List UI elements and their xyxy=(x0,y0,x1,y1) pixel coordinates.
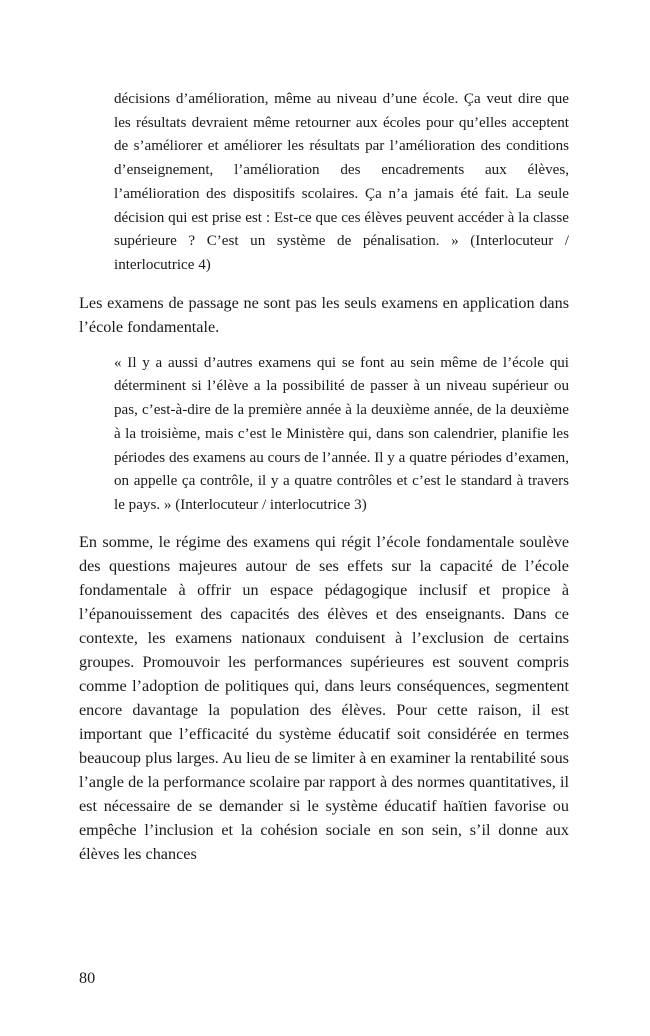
blockquote-interlocutor-3: « Il y a aussi d’autres examens qui se font au sein même de l’école qui déterminent si l’élève a la possibilité de passer à un niveau supérieur ou pas, c’est-à-dire de la première année à la deuxième année, de la deuxième à la troisième, mais c’est le Ministère qui, dans son calendrier, planifie les périodes des examens au cours de l’année. Il y a quatre périodes d’examen, on appelle ça contrôle, il y a quatre contrôles et c’est le standard à travers le pays. » (Interlocuteur / interlocutrice 3) xyxy=(114,354,569,513)
page-number: 80 xyxy=(79,969,96,987)
paragraph-passage-exams: Les examens de passage ne sont pas les seuls examens en application dans l’école fondamentale. xyxy=(79,293,569,336)
blockquote-interlocutor-4: décisions d’amélioration, même au niveau d’une école. Ça veut dire que les résultats devraient même retourner aux écoles pour qu’elles acceptent de s’améliorer et améliorer les résultats par l’amélioration des conditions d’enseignement, l’amélioration des encadrements aux élèves, l’amélioration des dispositifs scolaires. Ça n’a jamais été fait. La seule décision qui est prise est : Est-ce que ces élèves peuvent accéder à la classe supérieure ? C’est un système de pénalisation. » (Interlocuteur / interlocutrice 4) xyxy=(114,91,569,273)
spacer xyxy=(79,518,569,530)
spacer xyxy=(79,278,569,291)
page-text-column xyxy=(79,88,569,866)
spacer xyxy=(79,339,569,352)
paragraph-conclusion: En somme, le régime des examens qui régit l’école fondamentale soulève des questions majeures autour de ses effets sur la capacité de l’école fondamentale à offrir un espace pédagogique inclusif et propice à l’épanouissement des capacités des élèves et des enseignants. Dans ce contexte, les examens nationaux conduisent à l’exclusion de certains groupes. Promouvoir les performances supérieures est souvent compris comme l’adoption de politiques qui, dans leurs conséquences, segmentent encore davantage la population des élèves. Pour cette raison, il est important que l’efficacité du système éducatif soit considérée en termes beaucoup plus larges. Au lieu de se limiter à en examiner la rentabilité sous l’angle de la performance scolaire par rapport à des normes quantitatives, il est nécessaire de se demander si le système éducatif haïtien favorise ou empêche l’inclusion et la cohésion sociale en son sein, s’il donne aux élèves les chances xyxy=(79,532,569,864)
